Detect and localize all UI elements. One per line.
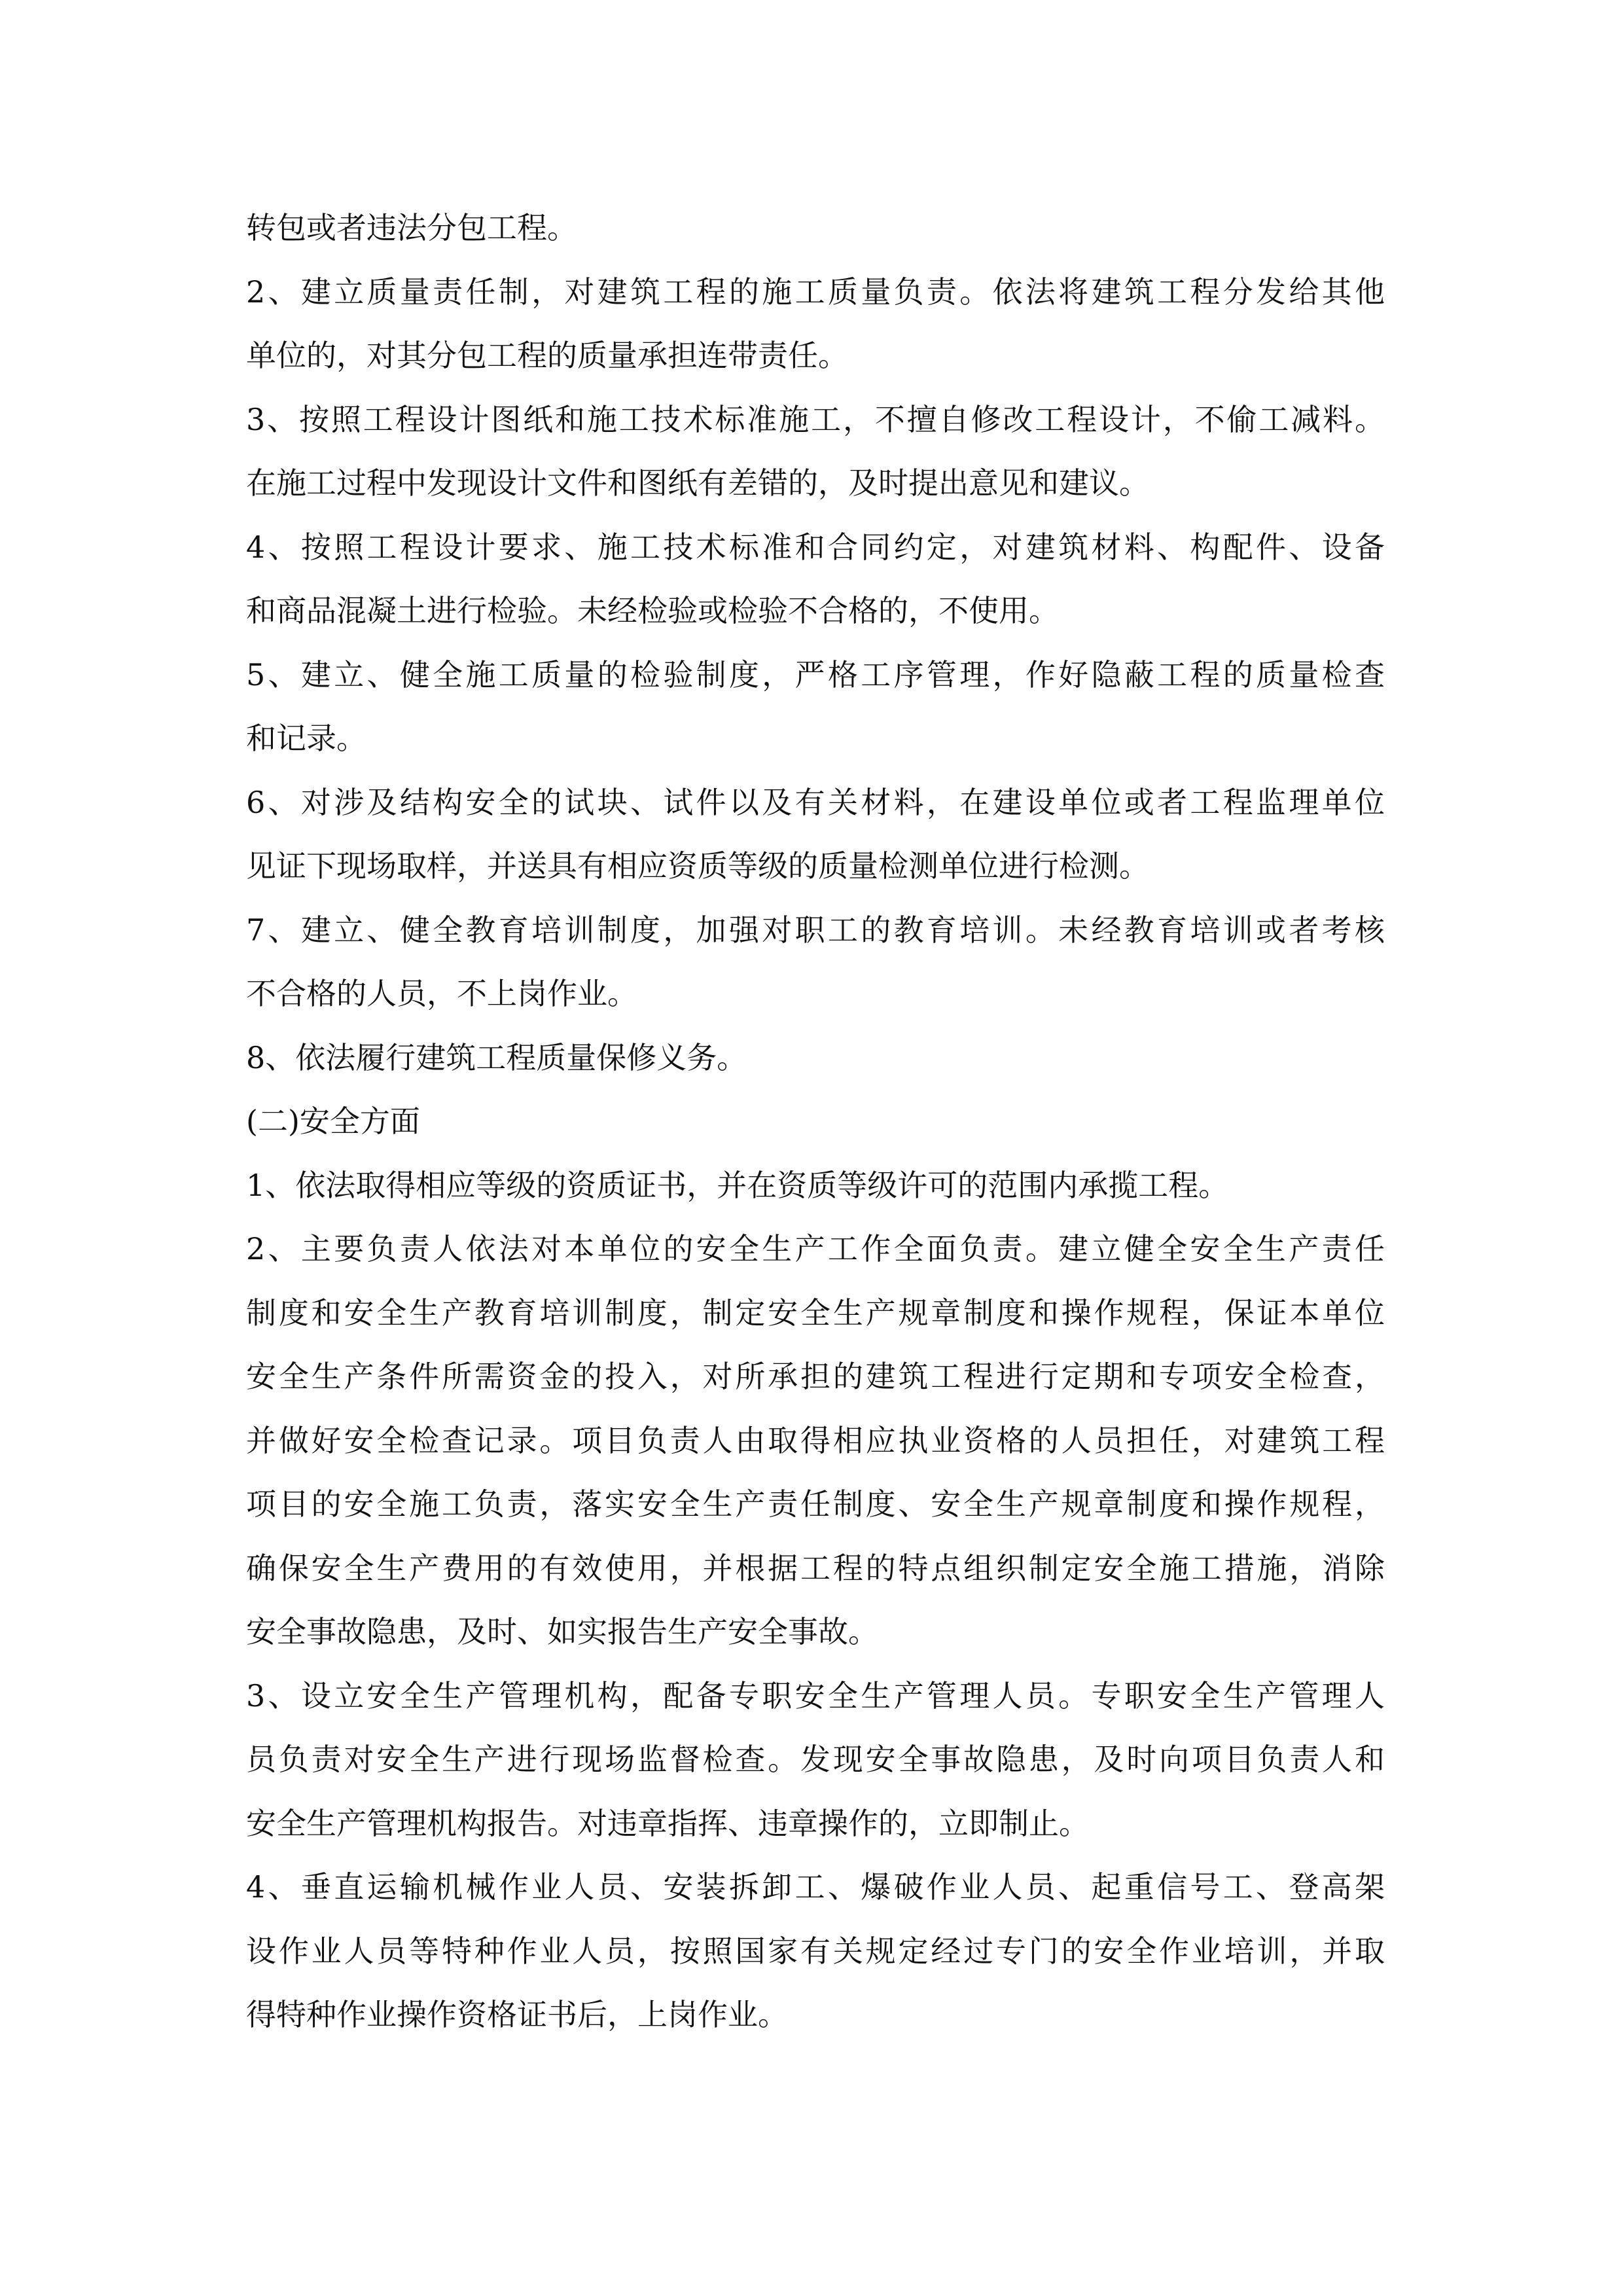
text-line: 4、垂直运输机械作业人员、安装拆卸工、爆破作业人员、起重信号工、登高架 [246,1869,1385,1905]
text-line: 并做好安全检查记录。项目负责人由取得相应执业资格的人员担任，对建筑工程 [246,1422,1385,1458]
text-line: 设作业人员等特种作业人员，按照国家有关规定经过专门的安全作业培训，并取 [246,1933,1385,1969]
text-line: 转包或者违法分包工程。 [246,210,577,245]
text-line: 和商品混凝土进行检验。未经检验或检验不合格的，不使用。 [246,593,1059,628]
document-body [246,196,1385,2047]
text-line: 1、依法取得相应等级的资质证书，并在资质等级许可的范围内承揽工程。 [246,1167,1229,1203]
text-line: 单位的，对其分包工程的质量承担连带责任。 [246,338,848,373]
text-line: 项目的安全施工负责，落实安全生产责任制度、安全生产规章制度和操作规程， [246,1486,1385,1522]
text-line: 3、按照工程设计图纸和施工技术标准施工，不擅自修改工程设计，不偷工减料。 [246,401,1385,437]
text-line: 安全事故隐患，及时、如实报告生产安全事故。 [246,1614,878,1649]
text-line: 不合格的人员，不上岗作业。 [246,976,637,1011]
text-line: 4、按照工程设计要求、施工技术标准和合同约定，对建筑材料、构配件、设备 [246,529,1385,565]
text-line: 7、建立、健全教育培训制度，加强对职工的教育培训。未经教育培训或者考核 [246,912,1385,948]
text-line: 安全生产管理机构报告。对违章指挥、违章操作的，立即制止。 [246,1805,1089,1841]
text-line: 见证下现场取样，并送具有相应资质等级的质量检测单位进行检测。 [246,848,1149,884]
text-line: 在施工过程中发现设计文件和图纸有差错的，及时提出意见和建议。 [246,465,1149,501]
text-line: 8、依法履行建筑工程质量保修义务。 [246,1039,747,1075]
text-line: 确保安全生产费用的有效使用，并根据工程的特点组织制定安全施工措施，消除 [246,1550,1385,1586]
text-line: 2、建立质量责任制，对建筑工程的施工质量负责。依法将建筑工程分发给其他 [246,274,1385,310]
text-line: 3、设立安全生产管理机构，配备专职安全生产管理人员。专职安全生产管理人 [246,1677,1385,1713]
text-line: 和记录。 [246,721,366,756]
text-line: 制度和安全生产教育培训制度，制定安全生产规章制度和操作规程，保证本单位 [246,1295,1385,1331]
text-line: 2、主要负责人依法对本单位的安全生产工作全面负责。建立健全安全生产责任 [246,1231,1385,1266]
text-line: 6、对涉及结构安全的试块、试件以及有关材料，在建设单位或者工程监理单位 [246,784,1385,820]
text-line: 安全生产条件所需资金的投入，对所承担的建筑工程进行定期和专项安全检查， [246,1359,1385,1394]
text-line: 5、建立、健全施工质量的检验制度，严格工序管理，作好隐蔽工程的质量检查 [246,656,1385,692]
section-heading: (二)安全方面 [246,1103,420,1139]
text-line: 员负责对安全生产进行现场监督检查。发现安全事故隐患，及时向项目负责人和 [246,1742,1385,1777]
text-line: 得特种作业操作资格证书后，上岗作业。 [246,1997,788,2032]
